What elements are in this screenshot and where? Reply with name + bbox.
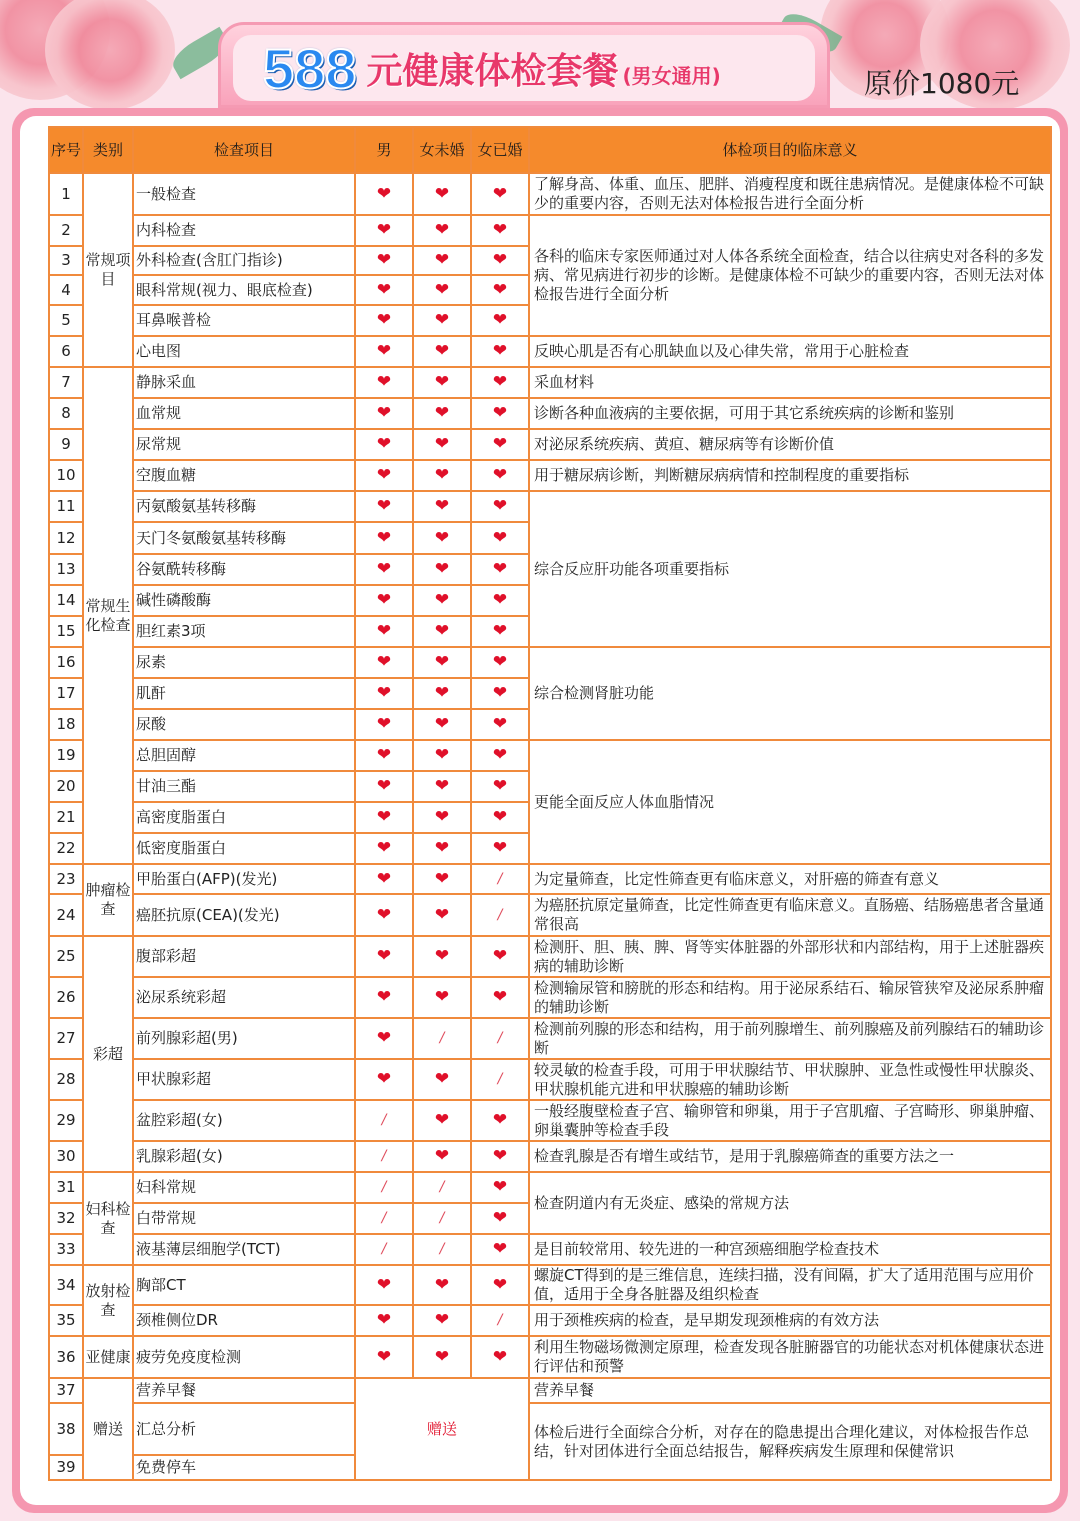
- page-subtitle: (男女通用): [622, 63, 721, 88]
- category-label: 彩超: [83, 936, 133, 1172]
- female-married-mark-heart-icon: ❤: [471, 647, 529, 678]
- table-row: [49, 1100, 1051, 1141]
- female-single-mark-heart-icon: ❤: [413, 429, 471, 460]
- male-mark-slash: /: [355, 1234, 413, 1265]
- item-name: 外科检查(含肛门指诊): [133, 246, 355, 275]
- page-title: 元健康体检套餐: [366, 50, 619, 92]
- category-label: 常规生化检查: [83, 367, 133, 864]
- male-mark-heart-icon: ❤: [355, 1018, 413, 1059]
- row-number: 24: [49, 894, 83, 936]
- table-row: [49, 1018, 1051, 1059]
- row-number: 37: [49, 1378, 83, 1403]
- male-mark-slash: /: [355, 1203, 413, 1234]
- table-row: [49, 491, 1051, 522]
- male-mark-heart-icon: ❤: [355, 678, 413, 709]
- table-row: [49, 215, 1051, 246]
- table-row: [49, 336, 1051, 367]
- item-name: 静脉采血: [133, 367, 355, 398]
- table-row: [49, 1403, 1051, 1455]
- item-name: 丙氨酸氨基转移酶: [133, 491, 355, 522]
- clinical-meaning: 为定量筛查，比定性筛查更有临床意义，对肝癌的筛查有意义: [529, 864, 1051, 894]
- clinical-meaning: 螺旋CT得到的是三维信息，连续扫描，没有间隔，扩大了适用范围与应用价值，适用于全身各脏器及组织检查: [529, 1265, 1051, 1305]
- female-married-mark-heart-icon: ❤: [471, 336, 529, 367]
- table-row: [49, 173, 1051, 215]
- item-name: 尿常规: [133, 429, 355, 460]
- male-mark-slash: /: [355, 1172, 413, 1203]
- table-row: [49, 1265, 1051, 1305]
- table-row: [49, 936, 1051, 977]
- female-single-mark-heart-icon: ❤: [413, 977, 471, 1018]
- female-married-mark-heart-icon: ❤: [471, 740, 529, 771]
- row-number: 23: [49, 864, 83, 894]
- male-mark-heart-icon: ❤: [355, 491, 413, 522]
- row-number: 16: [49, 647, 83, 678]
- female-single-mark-heart-icon: ❤: [413, 246, 471, 275]
- female-single-mark-heart-icon: ❤: [413, 936, 471, 977]
- male-mark-slash: /: [355, 1100, 413, 1141]
- female-married-mark-heart-icon: ❤: [471, 491, 529, 522]
- female-married-mark-heart-icon: ❤: [471, 833, 529, 864]
- female-married-mark-heart-icon: ❤: [471, 246, 529, 275]
- male-mark-heart-icon: ❤: [355, 429, 413, 460]
- female-married-mark-heart-icon: ❤: [471, 616, 529, 647]
- item-name: 营养早餐: [133, 1378, 355, 1403]
- female-married-mark-heart-icon: ❤: [471, 460, 529, 491]
- row-number: 1: [49, 173, 83, 215]
- row-number: 25: [49, 936, 83, 977]
- table-row: [49, 1059, 1051, 1100]
- item-name: 颈椎侧位DR: [133, 1305, 355, 1336]
- clinical-meaning: 对泌尿系统疾病、黄疸、糖尿病等有诊断价值: [529, 429, 1051, 460]
- male-mark-heart-icon: ❤: [355, 771, 413, 802]
- row-number: 39: [49, 1455, 83, 1480]
- female-single-mark-heart-icon: ❤: [413, 678, 471, 709]
- male-mark-heart-icon: ❤: [355, 936, 413, 977]
- female-single-mark-slash: /: [413, 1234, 471, 1265]
- row-number: 14: [49, 585, 83, 616]
- female-single-mark-heart-icon: ❤: [413, 215, 471, 246]
- table-row: [49, 977, 1051, 1018]
- item-name: 肌酐: [133, 678, 355, 709]
- item-name: 盆腔彩超(女): [133, 1100, 355, 1141]
- row-number: 5: [49, 305, 83, 336]
- item-name: 白带常规: [133, 1203, 355, 1234]
- item-name: 低密度脂蛋白: [133, 833, 355, 864]
- original-price: 原价1080元: [864, 67, 1020, 100]
- male-mark-heart-icon: ❤: [355, 460, 413, 491]
- row-number: 31: [49, 1172, 83, 1203]
- table-row: [49, 740, 1051, 771]
- item-name: 免费停车: [133, 1455, 355, 1480]
- female-single-mark-heart-icon: ❤: [413, 1141, 471, 1172]
- table-card: [12, 108, 1068, 1513]
- row-number: 18: [49, 709, 83, 740]
- female-single-mark-heart-icon: ❤: [413, 336, 471, 367]
- header-item: 检查项目: [133, 127, 355, 173]
- item-name: 前列腺彩超(男): [133, 1018, 355, 1059]
- table-row: [49, 429, 1051, 460]
- clinical-meaning: 一般经腹壁检查子宫、输卵管和卵巢，用于子宫肌瘤、子宫畸形、卵巢肿瘤、卵巢囊肿等检查手段: [529, 1100, 1051, 1141]
- female-single-mark-heart-icon: ❤: [413, 647, 471, 678]
- row-number: 22: [49, 833, 83, 864]
- female-married-mark-slash: /: [471, 894, 529, 936]
- header-female-married: 女已婚: [471, 127, 529, 173]
- item-name: 乳腺彩超(女): [133, 1141, 355, 1172]
- item-name: 高密度脂蛋白: [133, 802, 355, 833]
- male-mark-heart-icon: ❤: [355, 1265, 413, 1305]
- male-mark-heart-icon: ❤: [355, 215, 413, 246]
- clinical-meaning: 用于糖尿病诊断，判断糖尿病病情和控制程度的重要指标: [529, 460, 1051, 491]
- male-mark-heart-icon: ❤: [355, 864, 413, 894]
- row-number: 32: [49, 1203, 83, 1234]
- male-mark-heart-icon: ❤: [355, 554, 413, 585]
- item-name: 碱性磷酸酶: [133, 585, 355, 616]
- price-number: 588: [263, 36, 357, 100]
- item-name: 癌胚抗原(CEA)(发光): [133, 894, 355, 936]
- item-name: 腹部彩超: [133, 936, 355, 977]
- item-name: 胆红素3项: [133, 616, 355, 647]
- table-row: [49, 894, 1051, 936]
- female-single-mark-heart-icon: ❤: [413, 1100, 471, 1141]
- female-married-mark-heart-icon: ❤: [471, 1141, 529, 1172]
- clinical-meaning: 了解身高、体重、血压、肥胖、消瘦程度和既往患病情况。是健康体检不可缺少的重要内容，否则无法对体检报告进行全面分析: [529, 173, 1051, 215]
- row-number: 17: [49, 678, 83, 709]
- male-mark-heart-icon: ❤: [355, 647, 413, 678]
- item-name: 泌尿系统彩超: [133, 977, 355, 1018]
- female-married-mark-heart-icon: ❤: [471, 678, 529, 709]
- item-name: 心电图: [133, 336, 355, 367]
- female-single-mark-heart-icon: ❤: [413, 740, 471, 771]
- item-name: 耳鼻喉普检: [133, 305, 355, 336]
- row-number: 13: [49, 554, 83, 585]
- clinical-meaning: 诊断各种血液病的主要依据，可用于其它系统疾病的诊断和鉴别: [529, 398, 1051, 429]
- row-number: 10: [49, 460, 83, 491]
- male-mark-slash: /: [355, 1141, 413, 1172]
- item-name: 尿素: [133, 647, 355, 678]
- rose-decoration: [45, 0, 175, 110]
- table-row: [49, 1234, 1051, 1265]
- female-single-mark-heart-icon: ❤: [413, 1265, 471, 1305]
- female-single-mark-heart-icon: ❤: [413, 491, 471, 522]
- category-label: 常规项目: [83, 173, 133, 367]
- female-single-mark-heart-icon: ❤: [413, 1059, 471, 1100]
- female-single-mark-slash: /: [413, 1172, 471, 1203]
- category-label: 肿瘤检查: [83, 864, 133, 936]
- row-number: 26: [49, 977, 83, 1018]
- female-single-mark-heart-icon: ❤: [413, 398, 471, 429]
- male-mark-heart-icon: ❤: [355, 522, 413, 554]
- male-mark-heart-icon: ❤: [355, 585, 413, 616]
- row-number: 8: [49, 398, 83, 429]
- item-name: 内科检查: [133, 215, 355, 246]
- clinical-meaning: 检测肝、胆、胰、脾、肾等实体脏器的外部形状和内部结构，用于上述脏器疾病的辅助诊断: [529, 936, 1051, 977]
- row-number: 27: [49, 1018, 83, 1059]
- header-female-single: 女未婚: [413, 127, 471, 173]
- item-name: 天门冬氨酸氨基转移酶: [133, 522, 355, 554]
- clinical-meaning: 为癌胚抗原定量筛查，比定性筛查更有临床意义。直肠癌、结肠癌患者含量通常很高: [529, 894, 1051, 936]
- table-header-row: [49, 127, 1051, 173]
- male-mark-heart-icon: ❤: [355, 275, 413, 305]
- male-mark-heart-icon: ❤: [355, 398, 413, 429]
- clinical-meaning: 营养早餐: [529, 1378, 1051, 1403]
- clinical-meaning: 较灵敏的检查手段，可用于甲状腺结节、甲状腺肿、亚急性或慢性甲状腺炎、甲状腺机能亢进和甲状腺癌的辅助诊断: [529, 1059, 1051, 1100]
- row-number: 11: [49, 491, 83, 522]
- clinical-meaning: 检测输尿管和膀胱的形态和结构。用于泌尿系结石、输尿管狭窄及泌尿系肿瘤的辅助诊断: [529, 977, 1051, 1018]
- female-married-mark-slash: /: [471, 864, 529, 894]
- row-number: 38: [49, 1403, 83, 1455]
- female-single-mark-heart-icon: ❤: [413, 616, 471, 647]
- clinical-meaning: 反映心肌是否有心肌缺血以及心律失常，常用于心脏检查: [529, 336, 1051, 367]
- female-single-mark-heart-icon: ❤: [413, 709, 471, 740]
- clinical-meaning: 检查乳腺是否有增生或结节，是用于乳腺癌筛查的重要方法之一: [529, 1141, 1051, 1172]
- row-number: 15: [49, 616, 83, 647]
- female-single-mark-slash: /: [413, 1018, 471, 1059]
- item-name: 眼科常规(视力、眼底检查): [133, 275, 355, 305]
- row-number: 33: [49, 1234, 83, 1265]
- female-single-mark-heart-icon: ❤: [413, 554, 471, 585]
- male-mark-heart-icon: ❤: [355, 616, 413, 647]
- male-mark-heart-icon: ❤: [355, 1336, 413, 1378]
- female-married-mark-heart-icon: ❤: [471, 1172, 529, 1203]
- male-mark-heart-icon: ❤: [355, 740, 413, 771]
- female-married-mark-heart-icon: ❤: [471, 173, 529, 215]
- header-meaning: 体检项目的临床意义: [529, 127, 1051, 173]
- male-mark-heart-icon: ❤: [355, 246, 413, 275]
- female-married-mark-heart-icon: ❤: [471, 522, 529, 554]
- row-number: 19: [49, 740, 83, 771]
- clinical-meaning: 更能全面反应人体血脂情况: [529, 740, 1051, 864]
- category-label: 赠送: [83, 1378, 133, 1480]
- table-row: [49, 1336, 1051, 1378]
- table-row: [49, 1378, 1051, 1403]
- table-row: [49, 398, 1051, 429]
- row-number: 4: [49, 275, 83, 305]
- row-number: 3: [49, 246, 83, 275]
- table-row: [49, 864, 1051, 894]
- female-single-mark-heart-icon: ❤: [413, 771, 471, 802]
- female-single-mark-heart-icon: ❤: [413, 1336, 471, 1378]
- header-category: 类别: [83, 127, 133, 173]
- male-mark-heart-icon: ❤: [355, 173, 413, 215]
- male-mark-heart-icon: ❤: [355, 833, 413, 864]
- female-single-mark-heart-icon: ❤: [413, 585, 471, 616]
- item-name: 胸部CT: [133, 1265, 355, 1305]
- female-married-mark-heart-icon: ❤: [471, 554, 529, 585]
- female-married-mark-heart-icon: ❤: [471, 1265, 529, 1305]
- female-single-mark-heart-icon: ❤: [413, 894, 471, 936]
- table-row: [49, 460, 1051, 491]
- male-mark-heart-icon: ❤: [355, 894, 413, 936]
- header-no: 序号: [49, 127, 83, 173]
- male-mark-heart-icon: ❤: [355, 336, 413, 367]
- row-number: 7: [49, 367, 83, 398]
- row-number: 21: [49, 802, 83, 833]
- male-mark-heart-icon: ❤: [355, 1059, 413, 1100]
- checkup-table: [48, 126, 1052, 1481]
- row-number: 30: [49, 1141, 83, 1172]
- female-married-mark-heart-icon: ❤: [471, 367, 529, 398]
- male-mark-heart-icon: ❤: [355, 802, 413, 833]
- clinical-meaning: 体检后进行全面综合分析，对存在的隐患提出合理化建议，对体检报告作总结，针对团体进行全面总结报告，解释疾病发生原理和保健常识: [529, 1403, 1051, 1480]
- female-married-mark-slash: /: [471, 1059, 529, 1100]
- row-number: 6: [49, 336, 83, 367]
- item-name: 一般检查: [133, 173, 355, 215]
- female-single-mark-heart-icon: ❤: [413, 173, 471, 215]
- female-single-mark-slash: /: [413, 1203, 471, 1234]
- female-married-mark-heart-icon: ❤: [471, 275, 529, 305]
- header-male: 男: [355, 127, 413, 173]
- female-married-mark-heart-icon: ❤: [471, 771, 529, 802]
- table-row: [49, 1141, 1051, 1172]
- male-mark-heart-icon: ❤: [355, 305, 413, 336]
- item-name: 汇总分析: [133, 1403, 355, 1455]
- item-name: 疲劳免疫度检测: [133, 1336, 355, 1378]
- clinical-meaning: 是目前较常用、较先进的一种宫颈癌细胞学检查技术: [529, 1234, 1051, 1265]
- clinical-meaning: 采血材料: [529, 367, 1051, 398]
- female-married-mark-slash: /: [471, 1018, 529, 1059]
- row-number: 29: [49, 1100, 83, 1141]
- row-number: 20: [49, 771, 83, 802]
- item-name: 甲状腺彩超: [133, 1059, 355, 1100]
- female-single-mark-heart-icon: ❤: [413, 864, 471, 894]
- female-single-mark-heart-icon: ❤: [413, 460, 471, 491]
- female-single-mark-heart-icon: ❤: [413, 367, 471, 398]
- female-married-mark-heart-icon: ❤: [471, 709, 529, 740]
- female-married-mark-heart-icon: ❤: [471, 398, 529, 429]
- item-name: 甘油三酯: [133, 771, 355, 802]
- female-married-mark-heart-icon: ❤: [471, 305, 529, 336]
- clinical-meaning: 利用生物磁场微测定原理，检查发现各脏腑器官的功能状态对机体健康状态进行评估和预警: [529, 1336, 1051, 1378]
- female-single-mark-heart-icon: ❤: [413, 1305, 471, 1336]
- male-mark-heart-icon: ❤: [355, 1305, 413, 1336]
- table-row: [49, 647, 1051, 678]
- clinical-meaning: 用于颈椎疾病的检查，是早期发现颈椎病的有效方法: [529, 1305, 1051, 1336]
- row-number: 12: [49, 522, 83, 554]
- table-row: [49, 367, 1051, 398]
- female-single-mark-heart-icon: ❤: [413, 275, 471, 305]
- female-married-mark-heart-icon: ❤: [471, 215, 529, 246]
- female-married-mark-slash: /: [471, 1305, 529, 1336]
- row-number: 36: [49, 1336, 83, 1378]
- item-name: 血常规: [133, 398, 355, 429]
- male-mark-heart-icon: ❤: [355, 367, 413, 398]
- clinical-meaning: 各科的临床专家医师通过对人体各系统全面检查，结合以往病史对各科的多发病、常见病进行初步的诊断。是健康体检不可缺少的重要内容，否则无法对体检报告进行全面分析: [529, 215, 1051, 336]
- female-married-mark-heart-icon: ❤: [471, 936, 529, 977]
- category-label: 亚健康: [83, 1336, 133, 1378]
- female-single-mark-heart-icon: ❤: [413, 522, 471, 554]
- row-number: 2: [49, 215, 83, 246]
- female-married-mark-heart-icon: ❤: [471, 1234, 529, 1265]
- item-name: 谷氨酰转移酶: [133, 554, 355, 585]
- item-name: 尿酸: [133, 709, 355, 740]
- female-married-mark-heart-icon: ❤: [471, 429, 529, 460]
- table-row: [49, 1172, 1051, 1203]
- male-mark-heart-icon: ❤: [355, 977, 413, 1018]
- female-married-mark-heart-icon: ❤: [471, 802, 529, 833]
- clinical-meaning: 检测前列腺的形态和结构，用于前列腺增生、前列腺癌及前列腺结石的辅助诊断: [529, 1018, 1051, 1059]
- table-row: [49, 1305, 1051, 1336]
- row-number: 35: [49, 1305, 83, 1336]
- female-married-mark-heart-icon: ❤: [471, 585, 529, 616]
- item-name: 妇科常规: [133, 1172, 355, 1203]
- row-number: 28: [49, 1059, 83, 1100]
- clinical-meaning: 综合反应肝功能各项重要指标: [529, 491, 1051, 647]
- female-single-mark-heart-icon: ❤: [413, 802, 471, 833]
- female-single-mark-heart-icon: ❤: [413, 833, 471, 864]
- category-label: 妇科检查: [83, 1172, 133, 1265]
- item-name: 空腹血糖: [133, 460, 355, 491]
- female-married-mark-heart-icon: ❤: [471, 1203, 529, 1234]
- category-label: 放射检查: [83, 1265, 133, 1336]
- gift-label: 赠送: [355, 1378, 529, 1480]
- female-married-mark-heart-icon: ❤: [471, 977, 529, 1018]
- female-married-mark-heart-icon: ❤: [471, 1100, 529, 1141]
- item-name: 液基薄层细胞学(TCT): [133, 1234, 355, 1265]
- title-banner: [218, 22, 830, 108]
- row-number: 9: [49, 429, 83, 460]
- female-married-mark-heart-icon: ❤: [471, 1336, 529, 1378]
- male-mark-heart-icon: ❤: [355, 709, 413, 740]
- female-single-mark-heart-icon: ❤: [413, 305, 471, 336]
- row-number: 34: [49, 1265, 83, 1305]
- item-name: 甲胎蛋白(AFP)(发光): [133, 864, 355, 894]
- clinical-meaning: 综合检测肾脏功能: [529, 647, 1051, 740]
- item-name: 总胆固醇: [133, 740, 355, 771]
- clinical-meaning: 检查阴道内有无炎症、感染的常规方法: [529, 1172, 1051, 1234]
